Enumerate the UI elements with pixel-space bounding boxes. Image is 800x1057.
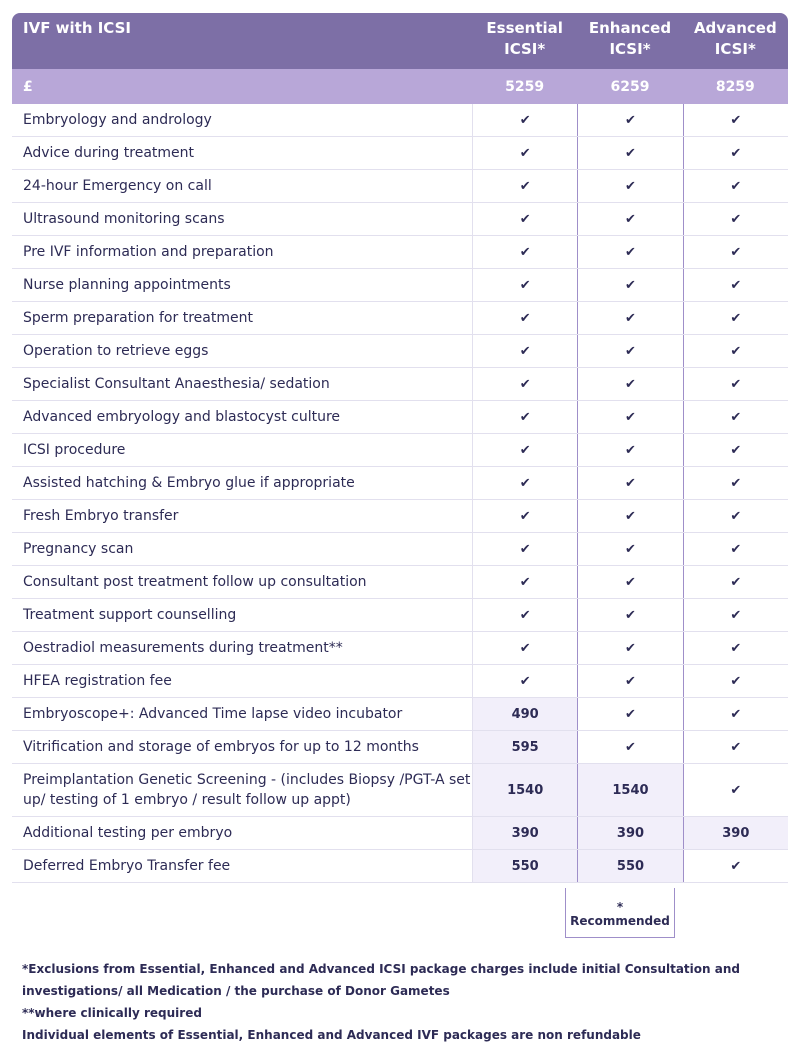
table-row: [12, 104, 788, 137]
check-icon: ✔: [472, 434, 577, 466]
check-icon: ✔: [730, 475, 742, 491]
check-icon: ✔: [577, 236, 683, 268]
check-icon: ✔: [577, 368, 683, 400]
check-icon: ✔: [472, 632, 577, 664]
row-label: Embryoscope+: Advanced Time lapse video incubator: [23, 706, 403, 722]
row-label: Specialist Consultant Anaesthesia/ sedation: [23, 376, 330, 392]
column-advanced: Advanced ICSI*: [693, 19, 777, 58]
column-essential: Essential ICSI*: [486, 19, 563, 58]
check-icon: ✔: [577, 335, 683, 367]
price-label: £: [23, 78, 33, 95]
row-label: Embryology and andrology: [23, 112, 212, 128]
check-icon: ✔: [730, 508, 742, 524]
check-icon: ✔: [730, 112, 742, 128]
check-icon: ✔: [730, 178, 742, 194]
cell-essential: 390: [472, 817, 577, 849]
footnote: **where clinically required: [22, 1006, 202, 1020]
check-icon: ✔: [730, 706, 742, 722]
table-row: [12, 170, 788, 203]
table-row: [12, 665, 788, 698]
check-icon: ✔: [730, 244, 742, 260]
footnote: *Exclusions from Essential, Enhanced and Advanced ICSI package charges include initial Consultation and: [22, 962, 740, 976]
check-icon: ✔: [472, 401, 577, 433]
check-icon: ✔: [730, 607, 742, 623]
check-icon: ✔: [577, 401, 683, 433]
check-icon: ✔: [577, 104, 683, 136]
check-icon: ✔: [472, 533, 577, 565]
check-icon: ✔: [577, 500, 683, 532]
cell-enhanced: 390: [577, 817, 683, 849]
table-row: [12, 335, 788, 368]
recommended-label: Recommended: [570, 914, 670, 928]
price-advanced: 8259: [715, 78, 755, 95]
row-label: 24-hour Emergency on call: [23, 178, 212, 194]
table-row: [12, 269, 788, 302]
check-icon: ✔: [577, 467, 683, 499]
row-label: Oestradiol measurements during treatment**: [23, 640, 343, 656]
row-label: Consultant post treatment follow up consultation: [23, 574, 367, 590]
check-icon: ✔: [577, 170, 683, 202]
row-label: Sperm preparation for treatment: [23, 310, 253, 326]
check-icon: ✔: [730, 442, 742, 458]
row-label: ICSI procedure: [23, 442, 126, 458]
check-icon: ✔: [577, 599, 683, 631]
check-icon: ✔: [472, 665, 577, 697]
check-icon: ✔: [577, 566, 683, 598]
table-row: [12, 500, 788, 533]
column-enhanced: Enhanced ICSI*: [588, 19, 672, 58]
check-icon: ✔: [472, 269, 577, 301]
check-icon: ✔: [730, 574, 742, 590]
table-row: [12, 401, 788, 434]
check-icon: ✔: [472, 566, 577, 598]
table-row: [12, 731, 788, 764]
check-icon: ✔: [577, 698, 683, 730]
footnote: investigations/ all Medication / the purchase of Donor Gametes: [22, 984, 450, 998]
check-icon: ✔: [730, 211, 742, 227]
price-essential: 5259: [505, 78, 545, 95]
row-label: Vitrification and storage of embryos for up to 12 months: [23, 739, 419, 755]
row-label: Advice during treatment: [23, 145, 195, 161]
check-icon: ✔: [577, 632, 683, 664]
row-label: HFEA registration fee: [23, 673, 172, 689]
table-row: [12, 764, 788, 817]
row-label: Fresh Embryo transfer: [23, 508, 179, 524]
check-icon: ✔: [472, 368, 577, 400]
table-row: [12, 599, 788, 632]
check-icon: ✔: [472, 335, 577, 367]
check-icon: ✔: [730, 541, 742, 557]
cell-essential: 490: [472, 698, 577, 730]
cell-essential: 550: [472, 850, 577, 882]
check-icon: ✔: [730, 145, 742, 161]
cell-essential: 1540: [472, 764, 577, 816]
check-icon: ✔: [577, 269, 683, 301]
check-icon: ✔: [730, 858, 742, 874]
check-icon: ✔: [577, 302, 683, 334]
check-icon: ✔: [730, 310, 742, 326]
table-row: [12, 632, 788, 665]
table-row: [12, 850, 788, 883]
check-icon: ✔: [577, 434, 683, 466]
footnote: Individual elements of Essential, Enhanced and Advanced IVF packages are non refundable: [22, 1028, 641, 1042]
row-label: Operation to retrieve eggs: [23, 343, 209, 359]
table-title: IVF with ICSI: [23, 19, 131, 37]
table-row: [12, 434, 788, 467]
row-label: Pregnancy scan: [23, 541, 134, 557]
table-row: [12, 566, 788, 599]
table-row: [12, 533, 788, 566]
row-label: Preimplantation Genetic Screening - (includes Biopsy /PGT-A set up/ testing of 1 embryo / result follow up appt): [23, 772, 471, 808]
check-icon: ✔: [577, 665, 683, 697]
row-label: Pre IVF information and preparation: [23, 244, 274, 260]
table-body: [12, 104, 788, 883]
cell-essential: 595: [472, 731, 577, 763]
check-icon: ✔: [577, 533, 683, 565]
row-label: Additional testing per embryo: [23, 825, 233, 841]
cell-enhanced: 550: [577, 850, 683, 882]
check-icon: ✔: [730, 782, 742, 798]
check-icon: ✔: [472, 599, 577, 631]
row-label: Nurse planning appointments: [23, 277, 231, 293]
table-row: [12, 698, 788, 731]
row-label: Advanced embryology and blastocyst culture: [23, 409, 341, 425]
row-label: Ultrasound monitoring scans: [23, 211, 225, 227]
table-row: [12, 368, 788, 401]
check-icon: ✔: [472, 500, 577, 532]
table-row: [12, 467, 788, 500]
price-enhanced: 6259: [610, 78, 650, 95]
row-label: Deferred Embryo Transfer fee: [23, 858, 231, 874]
pricing-table: [12, 13, 788, 883]
price-row: [12, 69, 788, 104]
check-icon: ✔: [472, 302, 577, 334]
recommended-star: *: [616, 900, 624, 914]
check-icon: ✔: [472, 236, 577, 268]
table-row: [12, 236, 788, 269]
row-label: Assisted hatching & Embryo glue if appropriate: [23, 475, 355, 491]
table-row: [12, 817, 788, 850]
check-icon: ✔: [577, 731, 683, 763]
cell-enhanced: 1540: [577, 764, 683, 816]
check-icon: ✔: [730, 343, 742, 359]
footnotes: [22, 958, 782, 1046]
row-label: Treatment support counselling: [23, 607, 237, 623]
table-row: [12, 137, 788, 170]
check-icon: ✔: [472, 203, 577, 235]
table-row: [12, 203, 788, 236]
recommended-badge: [565, 888, 675, 938]
check-icon: ✔: [730, 739, 742, 755]
check-icon: ✔: [577, 137, 683, 169]
check-icon: ✔: [730, 673, 742, 689]
check-icon: ✔: [472, 467, 577, 499]
check-icon: ✔: [730, 640, 742, 656]
check-icon: ✔: [472, 104, 577, 136]
table-row: [12, 302, 788, 335]
check-icon: ✔: [730, 277, 742, 293]
check-icon: ✔: [472, 170, 577, 202]
table-header: [12, 13, 788, 69]
check-icon: ✔: [472, 137, 577, 169]
check-icon: ✔: [577, 203, 683, 235]
check-icon: ✔: [730, 409, 742, 425]
check-icon: ✔: [730, 376, 742, 392]
cell-advanced: 390: [684, 817, 788, 849]
